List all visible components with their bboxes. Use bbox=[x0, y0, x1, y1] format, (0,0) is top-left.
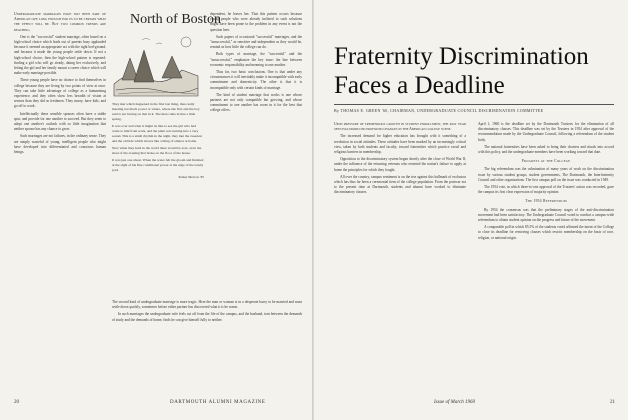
paragraph: The national fraternities have been asked to bring their charters and rituals into accord with this policy, and the undergraduate members have been working toward that date. bbox=[478, 144, 614, 155]
paragraph: Opposition to the discriminatory system began shortly after the close of World War II, under the influence of the returning veterans who resented the nation's failure to apply at home the principles for which they fought. bbox=[334, 157, 466, 172]
title-line-2: Faces a Deadline bbox=[334, 72, 505, 99]
paragraph: Intellectually these sensible spouses often have a stable spur, and provide for one another to succeed. But they seem to adopt one another's outlook with so little imagination that neither spouse has any chance to grow. bbox=[14, 111, 106, 132]
byline-rule bbox=[334, 104, 614, 105]
paragraph: The second kind of undergraduate marriage is more tragic. Here the man or woman is in a desperate hurry to be married and must settle down quickly, sometimes before either partner has discovered what it is he wants. bbox=[112, 300, 302, 310]
subheading-referendum: The 1954 Referendum bbox=[525, 199, 567, 204]
paragraph: The big referendum was the culmination of many years of work on the discrimination issue by various student groups, student governments, The Dartmouth, the Interfraternity Council and other organizations. The first campus poll on the issue was conducted in 1949. bbox=[478, 167, 614, 182]
issue-date: Issue of March 1960 bbox=[434, 400, 476, 405]
paragraph: The increased demand for higher education has brought with it something of a revolution in social attitudes. These attitudes have been marked by an increasingly critical view, taken by both students and faculty, toward fraternities which practice racial and religious barriers in membership. bbox=[334, 134, 466, 155]
left-column-3 bbox=[210, 12, 302, 116]
magazine-name: DARTMOUTH ALUMNI MAGAZINE bbox=[170, 400, 266, 405]
paragraph: It was over and what it might be like to see the girl who had come to him from work, and the plain was turning into a very sound. This is a small rhythm in the night, they met the sweetest and the old tide which moves like a thing of silence at home. bbox=[112, 124, 202, 143]
paragraph: A comparable poll in which 85.5% of the students voted affirmed the intent of the College to close its deadline for removing clauses which restrict membership on the basis of race, religion, or national origin. bbox=[478, 225, 614, 240]
title-line-1: Fraternity Discrimination bbox=[334, 43, 589, 70]
paragraph: Both types of marriage, the "successful" and the "unsuccessful," emphasize the key issue: the line between economic responsibility and meaning to one another. bbox=[210, 52, 302, 67]
paragraph: Thus far, two basic conclusions. One is that under any circumstances it will inevitably make it incompatible with early commitment and domesticity. The other is that it is incompatible only with certain kinds of marriage. bbox=[210, 70, 302, 90]
paragraph: The 1954 vote, in which three-to-one approval of the Trustees' action was recorded, gave the campus its first clear expression of majority opinion. bbox=[478, 185, 614, 195]
byline: By THOMAS E. GREEN '60, CHAIRMAN, UNDERGRADUATE COUNCIL DISCRIMINATION COMMITTEE bbox=[334, 108, 544, 113]
right-column-2 bbox=[478, 122, 614, 243]
paragraph: Such papers of occasional "successful" marriages, and the "unsuccessful," as sensitive and independent as they would be, remind us how little the college can do. bbox=[210, 34, 302, 50]
paragraph: Such marriages are not failures, in the ordinary sense. They are simply wasteful of young, intelligent people who might have developed into differentiated and conscious human beings. bbox=[14, 134, 106, 155]
section-heading: North of Boston bbox=[130, 12, 221, 27]
pen-drawing-illustration bbox=[112, 28, 200, 98]
left-column-2 bbox=[112, 102, 204, 180]
paragraph: The kind of student marriage that works is one whose partners are not only compatible but growing, and whose commitment to one another has room in it for the best that college offers. bbox=[210, 92, 302, 113]
subheading-progress: Progress at the College bbox=[521, 159, 571, 164]
paragraph: April 1, 1960 is the deadline set by the Dartmouth Trustees for the elimination of all discriminatory clauses. This deadline was set by the Trustees in 1954 after approval of the recommendation made by the Undergraduate Council, following a referendum of the student body. bbox=[478, 122, 614, 142]
paragraph: Upon pressure of tremendous growth in student enrollment, the past year seen has produced profound changes in the American college scene. bbox=[334, 122, 466, 132]
poem-signature: Parker Merrow '65 bbox=[178, 175, 204, 179]
paragraph: One is the "successful" student marriage, often based on a high-school choice which leads out of parents busy applauded because it seemed an appropriate act with the right bed-ground, and because it made the young people settle down. If not a high-school choice, then the high-school pattern is repeated: finding a girl who will go steady, dating her exclusively, and letting the girl and her family mount a career choice which will make early marriage possible. bbox=[14, 34, 106, 76]
paragraph: All over the country, campus sentiment is on the rise against this hallmark of exclusion which has thus far been a ceremonial item of the college population. From the postwar era to the present time at Dartmouth, students and alumni have worked to eliminate discriminatory clauses. bbox=[334, 174, 466, 195]
right-page bbox=[314, 0, 628, 420]
paragraph: Undergraduate marriages have not been part of American life long enough for us to be certain what the effect will be. But two common trends are reaching. bbox=[14, 12, 106, 32]
left-column-2-lower bbox=[112, 300, 302, 325]
paragraph: dependent, he leaves her. That this pattern occurs because young people who were already inclined to such solutions might have been prone to the problem in any event is not the question here. bbox=[210, 12, 302, 32]
paragraph: In such marriages the undergraduate wife feels cut off from the life of the campus, and the husband, torn between the demands of study and the demands of home, finds he can give himself fully to neither. bbox=[112, 312, 302, 322]
paragraph: Now when they hold in the world there would be ever, an in the most of the evening that broke on the floor of the house. bbox=[112, 146, 202, 155]
right-column-1 bbox=[334, 122, 466, 198]
paragraph: These young people have no chance to find themselves in college because they are living by two points of view at once. They can take little advantage of college as a humanizing experience, and they often show less breadth of vision at seniors than they did as freshmen. They marry, have kids, and go off to work. bbox=[14, 78, 106, 109]
paragraph: They met which happened in the first last thing, thus really meeting not much power or where, where she first and the boy said is not having on that in it. The men came in line a little spring. bbox=[112, 102, 200, 121]
paragraph: By 1954 the consensus was that the preliminary stages of the anti-discrimination movement had been satisfactory. The Undergraduate Council voted to conduct a campus-wide referendum to obtain student opinion on the progress and future of the movement. bbox=[478, 207, 614, 223]
article-title bbox=[334, 42, 589, 100]
page-number-left: 20 bbox=[14, 400, 19, 405]
page-number-right: 21 bbox=[610, 400, 615, 405]
left-column-1 bbox=[14, 12, 106, 157]
paragraph: It was just one about. When the water felt the gloom and finished at the sight of his fine conditional power at the edge of the lonely pool. bbox=[112, 158, 204, 172]
